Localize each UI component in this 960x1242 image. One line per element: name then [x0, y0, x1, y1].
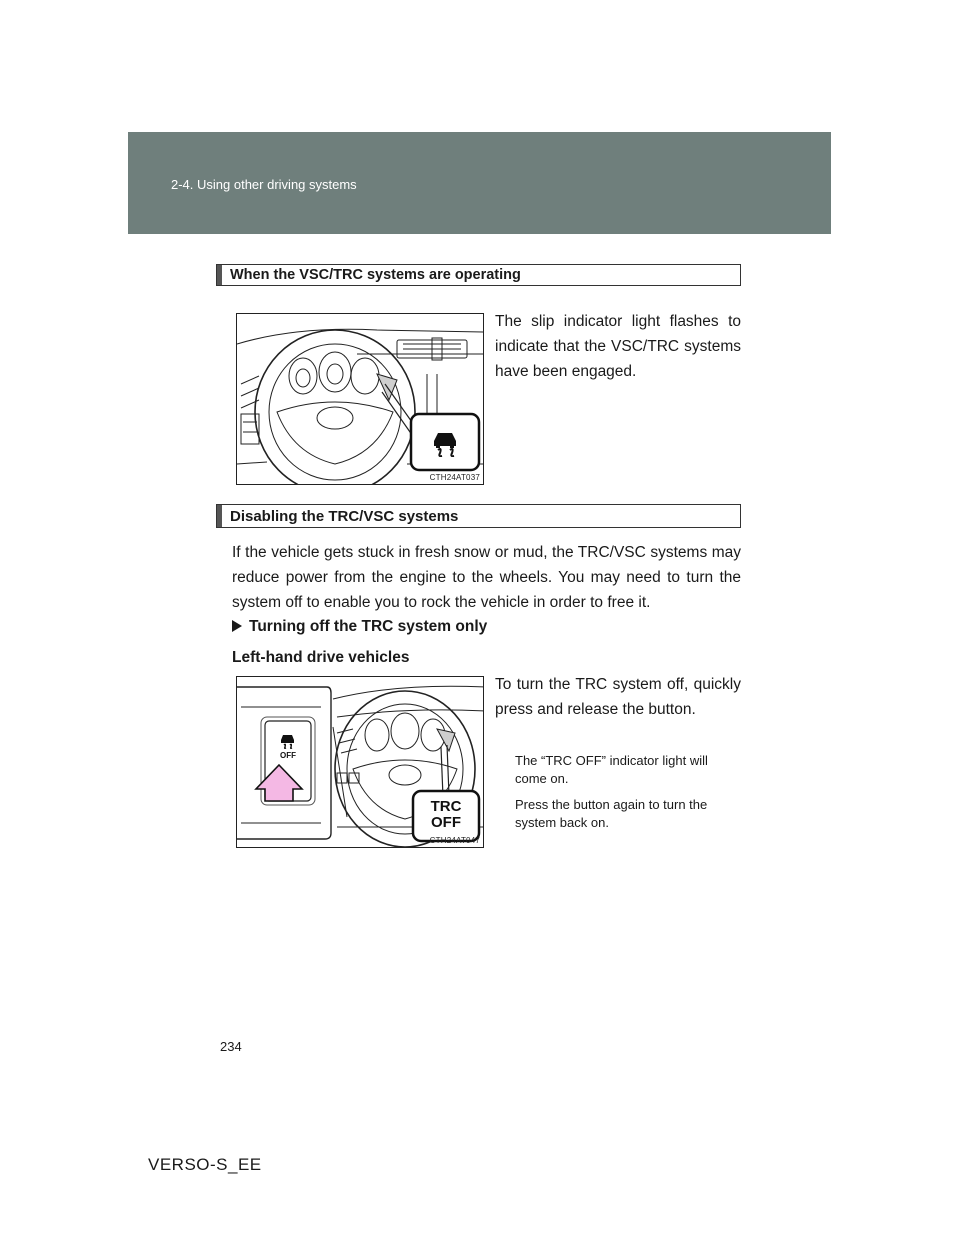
section-title-text: When the VSC/TRC systems are operating [230, 267, 521, 283]
bullet-text: Turning off the TRC system only [249, 618, 488, 635]
dashboard-illustration [237, 314, 484, 485]
figure-dashboard-slip [236, 313, 484, 485]
page-number: 234 [220, 1039, 242, 1054]
bullet-heading [232, 618, 487, 636]
trc-off-line1: TRC [430, 798, 462, 815]
sub-heading: Left-hand drive vehicles [232, 649, 410, 666]
disabling-paragraph: If the vehicle gets stuck in fresh snow or mud, the TRC/VSC systems may reduce power from the engine to the wheels. You may need to turn the system off to enable you to rock the vehicle in order to free it. [232, 544, 741, 611]
section-title-operating [216, 264, 741, 286]
figure-code: CTH24AT047 [429, 836, 480, 845]
figure-code: CTH24AT037 [429, 473, 480, 482]
bullet-triangle-icon [232, 620, 242, 632]
note-turn-back-on: Press the button again to turn the system back on. [515, 797, 708, 830]
trc-instruction: To turn the TRC system off, quickly press and release the button. [495, 676, 741, 718]
section-header: 2-4. Using other driving systems [171, 177, 357, 192]
footer-model-code: VERSO-S_EE [148, 1155, 262, 1174]
figure-dashboard-trc-off [236, 676, 484, 848]
section-marker [217, 505, 222, 527]
trc-off-line2: OFF [431, 814, 461, 831]
trc-button-off-label: OFF [280, 751, 296, 760]
section-title-disabling [216, 504, 741, 528]
slip-indicator-icon [428, 427, 462, 457]
section-title-text: Disabling the TRC/VSC systems [230, 508, 459, 525]
note-indicator-on: The “TRC OFF” indicator light will come on. [515, 753, 708, 786]
slip-indicator-description: The slip indicator light flashes to indicate that the VSC/TRC systems have been engaged. [495, 313, 741, 380]
trc-button-icon [277, 732, 299, 750]
trc-off-indicator [413, 799, 479, 831]
header-band [128, 132, 831, 234]
section-marker [217, 265, 222, 285]
